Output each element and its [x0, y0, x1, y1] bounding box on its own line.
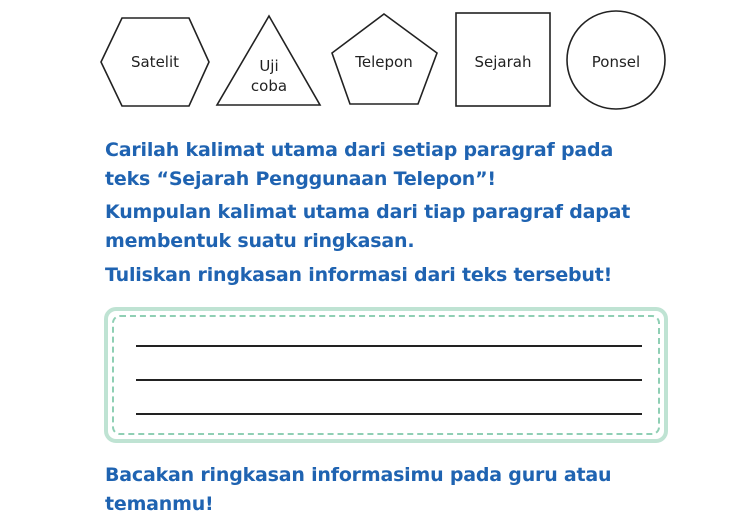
triangle-label-line2: coba — [250, 77, 288, 95]
shape-row — [0, 0, 750, 120]
circle-ponsel — [567, 11, 665, 109]
pentagon-label: Telepon — [355, 53, 413, 71]
instruction-paragraph-1 — [105, 136, 613, 194]
answer-box[interactable] — [104, 307, 668, 443]
circle-label: Ponsel — [591, 53, 641, 71]
answer-box-dashed-border — [112, 315, 660, 435]
writing-line[interactable] — [136, 413, 642, 415]
hexagon-satelit — [101, 18, 209, 106]
instruction-2-line-1: Kumpulan kalimat utama dari tiap paragraf dapat — [105, 201, 631, 223]
instruction-paragraph-2 — [105, 198, 630, 256]
square-label: Sejarah — [474, 53, 532, 71]
instruction-4-line-2: temanmu! — [105, 493, 214, 515]
writing-line[interactable] — [136, 379, 642, 381]
instruction-1-line-1: Carilah kalimat utama dari setiap paragraf pada — [105, 139, 614, 161]
instruction-paragraph-3 — [105, 261, 612, 290]
triangle-uji-coba — [217, 16, 320, 105]
instruction-3-line-1: Tuliskan ringkasan informasi dari teks tersebut! — [105, 264, 613, 286]
writing-line[interactable] — [136, 345, 642, 347]
hexagon-label: Satelit — [130, 53, 180, 71]
instruction-1-line-2: teks “Sejarah Penggunaan Telepon”! — [105, 168, 496, 190]
pentagon-telepon — [332, 14, 437, 104]
instruction-2-line-2: membentuk suatu ringkasan. — [105, 230, 415, 252]
triangle-label-line1: Uji — [259, 57, 279, 75]
square-sejarah — [456, 13, 550, 106]
instruction-paragraph-4 — [105, 461, 611, 519]
instruction-4-line-1: Bacakan ringkasan informasimu pada guru atau — [105, 464, 612, 486]
